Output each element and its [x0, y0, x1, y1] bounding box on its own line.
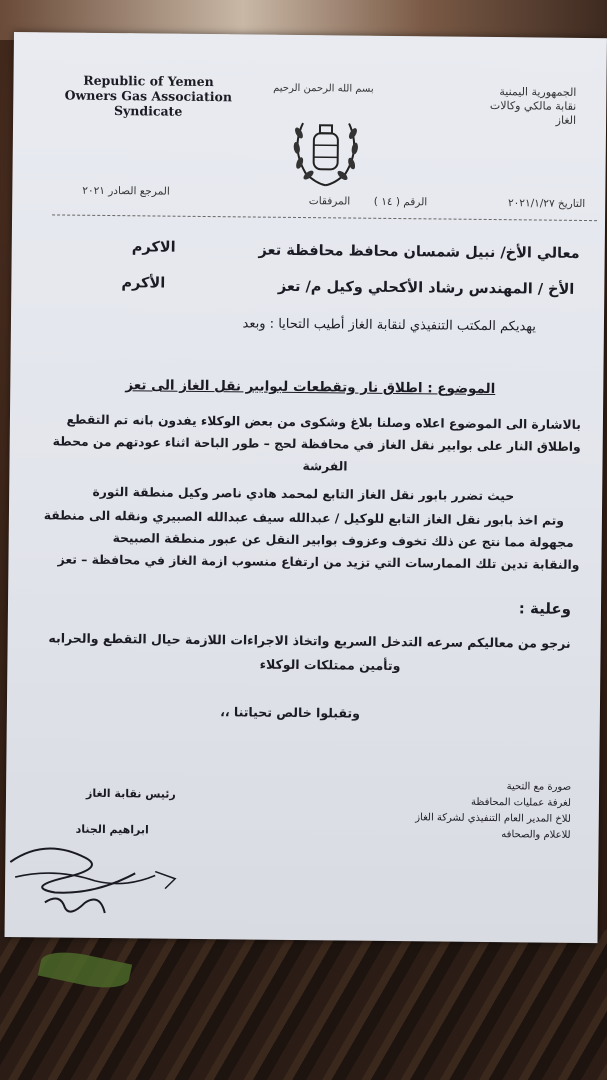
signatory-title: رئيس نقابة الغاز: [85, 786, 176, 801]
cc-heading: صورة مع التحية: [506, 781, 572, 793]
reference-field: الرقم ( ١٤ ): [373, 195, 428, 209]
arabic-header-line: نقابة مالكي وكالات: [489, 98, 577, 113]
english-letterhead: [63, 73, 233, 120]
arabic-header-line: الغاز: [555, 113, 577, 127]
subject-line: الموضوع : اطلاق نار وتقطعات لبوابير نقل الغاز الى تعز: [125, 377, 496, 398]
body-paragraph-line: حيث تضرر بابور نقل الغاز التابع لمحمد هادي ناصر وكيل منطقة الثورة: [92, 484, 515, 504]
addressee-deputy: الأخ / المهندس رشاد الأكحلي وكيل م/ تعز: [277, 278, 575, 298]
letter-page: [5, 32, 607, 943]
closing-line: وتقبلوا خالص تحياتنا ،،: [220, 704, 360, 721]
date-field: [508, 197, 585, 210]
english-header-line: Syndicate: [113, 103, 183, 119]
basmala: بسم الله الرحمن الرحيم: [273, 82, 374, 95]
request-line: وتأمين ممتلكات الوكلاء: [259, 656, 401, 674]
handwritten-signature: [5, 832, 196, 929]
body-paragraph-line: واطلاق النار على بوابير نقل الغاز في محافظة لحج – طور الباحة اثناء عودتهم من محطة: [52, 434, 581, 454]
body-paragraph-line: مجهولة مما نتج عن ذلك تخوف وعزوف بوابير النقل عن عبور منطقة الصبيحة: [112, 531, 574, 550]
cc-item: للاعلام والصحافه: [501, 829, 571, 841]
date-value: ٢٠٢١/١/٢٧: [507, 197, 555, 210]
reference-number: ١٤: [381, 195, 393, 208]
gas-cylinder-emblem-icon: [280, 103, 371, 199]
outgoing-reference: المرجع الصادر ٢٠٢١: [82, 184, 170, 198]
date-label: التاريخ: [557, 197, 586, 210]
body-paragraph-line: بالاشارة الى الموضوع اعلاه وصلنا بلاغ وشكوى من بعض الوكلاء يفدون بانه تم التقطع: [66, 412, 581, 432]
addressee-governor: معالي الأخ/ نبيل شمسان محافظ محافظة تعز: [258, 242, 580, 262]
conclusion-heading: وعلية :: [518, 599, 572, 618]
attachments-label: المرفقات: [308, 195, 351, 208]
signatory-name: ابراهيم الجناد: [75, 822, 149, 837]
cc-item: للاخ المدير العام التنفيذي لشركة الغاز: [415, 812, 571, 825]
body-paragraph-line: الفرشة: [302, 459, 348, 474]
arabic-header-line: الجمهورية اليمنية: [499, 85, 577, 99]
body-paragraph-line: وتم اخذ بابور نقل الغاز التابع للوكيل / عبدالله سيف عبدالله الصبيري ونقله الى منطقة: [43, 508, 564, 528]
greeting-line: يهديكم المكتب التنفيذي لنقابة الغاز أطيب التحايا : وبعد: [242, 316, 537, 335]
reference-label: الرقم: [403, 196, 428, 209]
header-divider: [52, 214, 597, 221]
body-paragraph-line: والنقابة تدين تلك الممارسات التي تزيد من ارتفاع منسوب ازمة الغاز في محافظة – تعز: [57, 552, 580, 572]
addressee-governor-title: الاكرم: [131, 239, 176, 256]
cc-item: لغرفة عمليات المحافظة: [471, 796, 572, 809]
background-carpet-bottom: [0, 930, 607, 1080]
english-header-line: Owners Gas Association: [64, 87, 233, 105]
english-header-line: Republic of Yemen: [83, 72, 214, 90]
addressee-deputy-title: الأكرم: [121, 275, 166, 292]
cc-block: [415, 778, 571, 844]
request-line: نرجو من معاليكم سرعه التدخل السريع واتخاذ الاجراءات اللازمة حيال التقطع والحرابه: [48, 630, 571, 651]
arabic-letterhead: [446, 85, 576, 128]
